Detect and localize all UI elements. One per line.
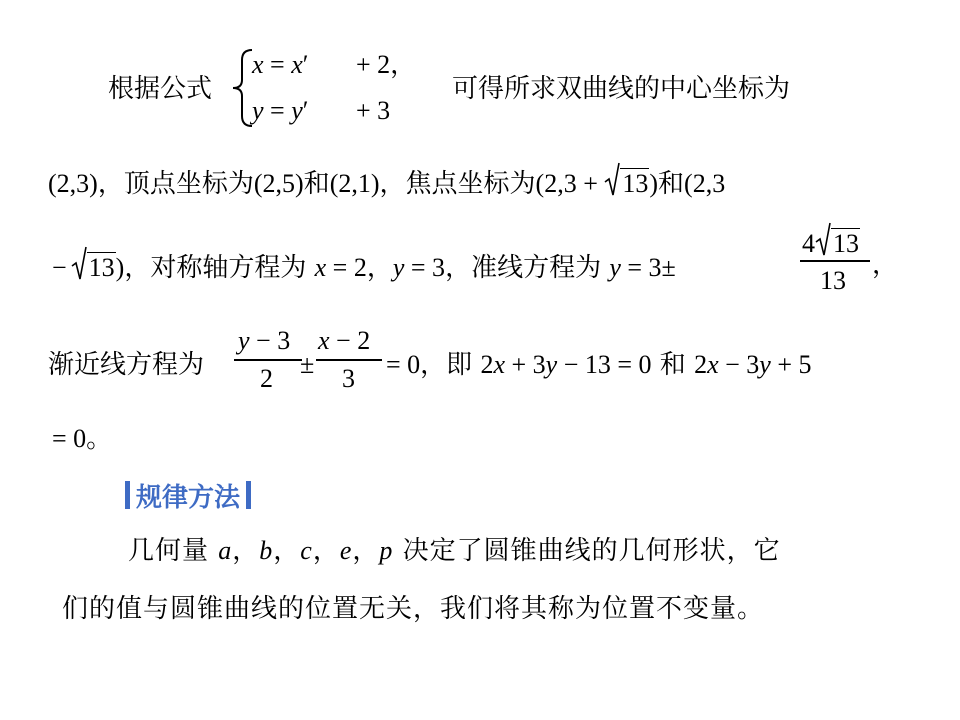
radical-sign-icon	[604, 162, 620, 198]
var-x: x	[314, 253, 327, 282]
comma: ，	[366, 253, 393, 283]
method-heading	[125, 478, 251, 512]
equation-row-y	[252, 98, 308, 124]
var-c: c	[300, 536, 313, 565]
fraction-numerator	[238, 328, 290, 354]
var-y: y	[609, 253, 621, 282]
focus-coord-2-start: (2,3	[684, 169, 726, 198]
ie-word: ，即	[420, 350, 481, 380]
center-coord: (2,3)	[48, 169, 98, 198]
formula-intro-text: 根据公式	[108, 74, 213, 104]
var-y: y	[238, 326, 250, 355]
var-x: x	[707, 350, 719, 379]
fraction-denominator: 2	[260, 364, 273, 393]
fraction-bar	[316, 359, 382, 361]
equation-row-x-add: + 2，	[356, 50, 417, 79]
var-x: x	[252, 50, 264, 79]
text-line-5	[52, 426, 112, 452]
coef: + 3	[504, 350, 546, 379]
asymptote-equations	[386, 352, 812, 378]
var-x: x	[493, 350, 505, 379]
sqrt-expression	[815, 228, 860, 257]
fraction-bar	[800, 260, 870, 262]
var-p: p	[379, 536, 394, 565]
coef: − 3	[718, 350, 760, 379]
equals-zero: = 0	[386, 350, 421, 379]
radicand: 13	[833, 229, 859, 258]
radicand: 13	[88, 253, 115, 282]
focus-coord-1-start: (2,3 +	[535, 169, 605, 198]
focus-label: ，焦点坐标为	[379, 169, 536, 199]
fraction-bar	[234, 359, 302, 361]
equals-zero: = 0	[52, 424, 87, 453]
numerator-coef: 4	[802, 229, 815, 258]
vertex-coord-2: (2,1)	[329, 169, 380, 198]
directrix-label: ，准线方程为	[445, 253, 610, 283]
axis-eq-1: = 2	[326, 253, 367, 282]
asymptote-fraction-2	[316, 326, 382, 392]
comma: ，	[273, 536, 301, 566]
equation-row-x	[252, 52, 308, 78]
var-a: a	[218, 536, 233, 565]
asymptote-label: 渐近线方程为	[48, 350, 205, 380]
var-y: y	[545, 350, 558, 379]
var-x-new: x	[291, 50, 303, 79]
heading-bar-left	[125, 481, 130, 509]
var-y: y	[252, 96, 264, 125]
numerator-rest: − 3	[249, 326, 291, 355]
comma: ，	[312, 536, 340, 566]
equals-sign: =	[263, 96, 292, 125]
comma: ，	[352, 536, 380, 566]
fraction-numerator	[318, 328, 370, 354]
plus-minus-sign: ±	[300, 350, 315, 379]
coef: 2	[480, 350, 494, 379]
numerator-rest: − 2	[329, 326, 371, 355]
prime-mark: ′	[302, 50, 309, 79]
focus-coord-1-end: )	[649, 169, 659, 198]
and-word: 和	[658, 169, 685, 199]
axis-label: ，对称轴方程为	[124, 253, 315, 283]
radicand: 13	[622, 169, 649, 198]
axis-eq-2: = 3	[404, 253, 446, 282]
fraction-denominator: 3	[342, 364, 355, 393]
center-intro-text: 可得所求双曲线的中心坐标为	[452, 74, 791, 104]
equation-row-y-add: + 3	[356, 96, 391, 125]
directrix-eq: = 3±	[620, 253, 676, 282]
var-e: e	[339, 536, 353, 565]
text-line-2	[48, 168, 725, 197]
prime-mark: ′	[302, 96, 309, 125]
equation-rest: − 13 = 0	[557, 350, 652, 379]
var-x: x	[318, 326, 330, 355]
var-y-new: y	[291, 96, 303, 125]
vertex-coord-1: (2,5)	[253, 169, 304, 198]
and-word: 和	[303, 169, 330, 199]
fraction-denominator: 13	[820, 266, 846, 295]
paragraph-line-2: 们的值与圆锥曲线的位置无关，我们将其称为位置不变量。	[62, 594, 765, 624]
minus-sign: −	[52, 253, 67, 282]
vertex-label: ，顶点坐标为	[97, 169, 254, 199]
para-text: 几何量	[128, 536, 219, 566]
var-y: y	[392, 253, 405, 282]
close-paren: )	[115, 253, 125, 282]
and-word: 和	[651, 350, 695, 380]
fraction-numerator	[802, 228, 860, 257]
equals-sign: =	[263, 50, 292, 79]
comma: ，	[872, 250, 899, 280]
sqrt-expression	[604, 168, 649, 197]
radical-sign-icon	[71, 246, 87, 282]
heading-label: 规律方法	[136, 482, 241, 513]
period: 。	[86, 424, 113, 454]
coef: 2	[694, 350, 708, 379]
radical-sign-icon	[815, 222, 831, 258]
var-b: b	[259, 536, 274, 565]
heading-bar-right	[246, 481, 251, 509]
comma: ，	[232, 536, 260, 566]
asymptote-fraction-1	[234, 326, 302, 392]
paragraph-line-1	[128, 538, 781, 564]
para-text: 决定了圆锥曲线的几何形状，它	[393, 536, 781, 566]
equation-rest: + 5	[770, 350, 812, 379]
text-line-3	[52, 252, 676, 281]
directrix-fraction	[800, 224, 870, 295]
var-y: y	[759, 350, 771, 379]
sqrt-expression	[71, 252, 116, 281]
